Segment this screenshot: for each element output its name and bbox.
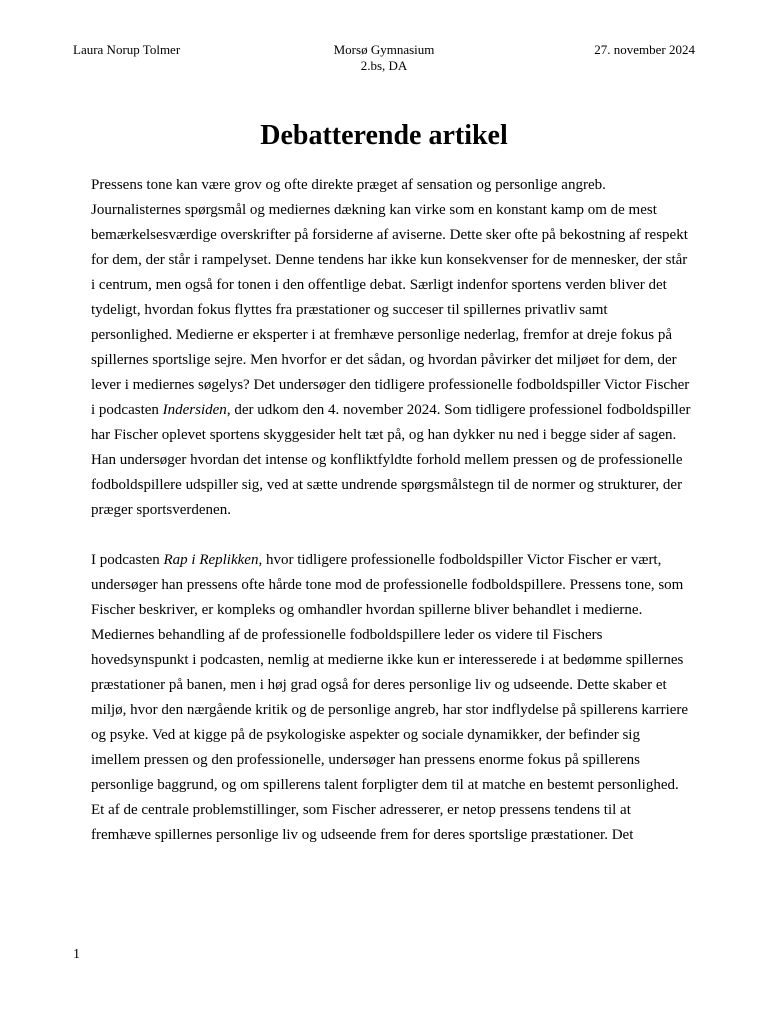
header-class: 2.bs, DA — [360, 58, 408, 73]
podcast-title-rap-i-replikken: Rap i Replikken — [163, 552, 259, 568]
paragraph-2-text-start: I podcasten — [91, 552, 164, 568]
body-paragraph-2 — [91, 548, 691, 798]
document-body — [91, 173, 691, 848]
podcast-title-indersiden: Indersiden — [162, 402, 227, 418]
page-number: 1 — [73, 947, 80, 962]
paragraph-1-text-end: , der udkom den 4. november 2024. Som tidligere professionel fodboldspiller har Fischer oplevet sportens skyggesider helt tæt på, og han dykker nu ned i begge sider af sagen. Han undersøger hvordan det intense og konfliktfyldte forhold mellem pressen og de professionelle fodboldspillere udspiller sig, ved at sætte undrende spørgsmålstegn til de normer og strukturer, der præger sportsverdenen. — [91, 402, 691, 518]
document-title: Debatterende artikel — [260, 120, 508, 151]
paragraph-2-text-end: , hvor tidligere professionelle fodboldspiller Victor Fischer er vært, undersøger han pressens ofte hårde tone mod de professionelle fodboldspillere. Pressens tone, som Fischer beskriver, er kompleks og omhandler hvordan spillerne bliver behandlet i medierne. Mediernes behandling af de professionelle fodboldspillere leder os videre til Fischers hovedsynspunkt i podcasten, nemlig at medierne ikke kun er interesserede i at bedømme spillernes præstationer på banen, men i høj grad også for deres personlige liv og udseende. Dette skaber et miljø, hvor den nærgående kritik og de personlige angreb, har stor indflydelse på spillerens karriere og psyke. Ved at kigge på de psykologiske aspekter og sociale dynamikker, der befinder sig imellem pressen og den professionelle, undersøger han pressens enorme fokus på spillerens personlige baggrund, og om spillerens talent forpligter dem til at matche en bestemt personlighed. — [91, 552, 689, 793]
header-author: Laura Norup Tolmer — [73, 42, 181, 57]
page-header — [73, 42, 695, 76]
header-school: Morsø Gymnasium — [333, 42, 435, 57]
body-paragraph-1 — [91, 173, 691, 523]
header-date: 27. november 2024 — [594, 42, 695, 57]
body-paragraph-3: Et af de centrale problemstillinger, som Fischer adresserer, er netop pressens tendens til at fremhæve spillernes personlige liv og udseende frem for deres sportslige præstationer. Det — [91, 802, 634, 843]
paragraph-1-text-start: Pressens tone kan være grov og ofte direkte præget af sensation og personlige angreb. Journalisternes spørgsmål og mediernes dækning kan virke som en konstant kamp om de mest bemærkelsesværdige overskrifter på forsiderne af aviserne. Dette sker ofte på bekostning af respekt for dem, der står i rampelyset. Denne tendens har ikke kun konsekvenser for de mennesker, der står i centrum, men også for tonen i den offentlige debat. Særligt indenfor sportens verden bliver det tydeligt, hvordan fokus flyttes fra præstationer og succeser til spillernes privatliv samt personlighed. Medierne er eksperter i at fremhæve personlige nederlag, fremfor at dreje fokus på spillernes sportslige sejre. Men hvorfor er det sådan, og hvordan påvirker det miljøet for dem, der lever i mediernes søgelys? Det undersøger den tidligere professionelle fodboldspiller Victor Fischer i podcasten — [91, 177, 690, 418]
